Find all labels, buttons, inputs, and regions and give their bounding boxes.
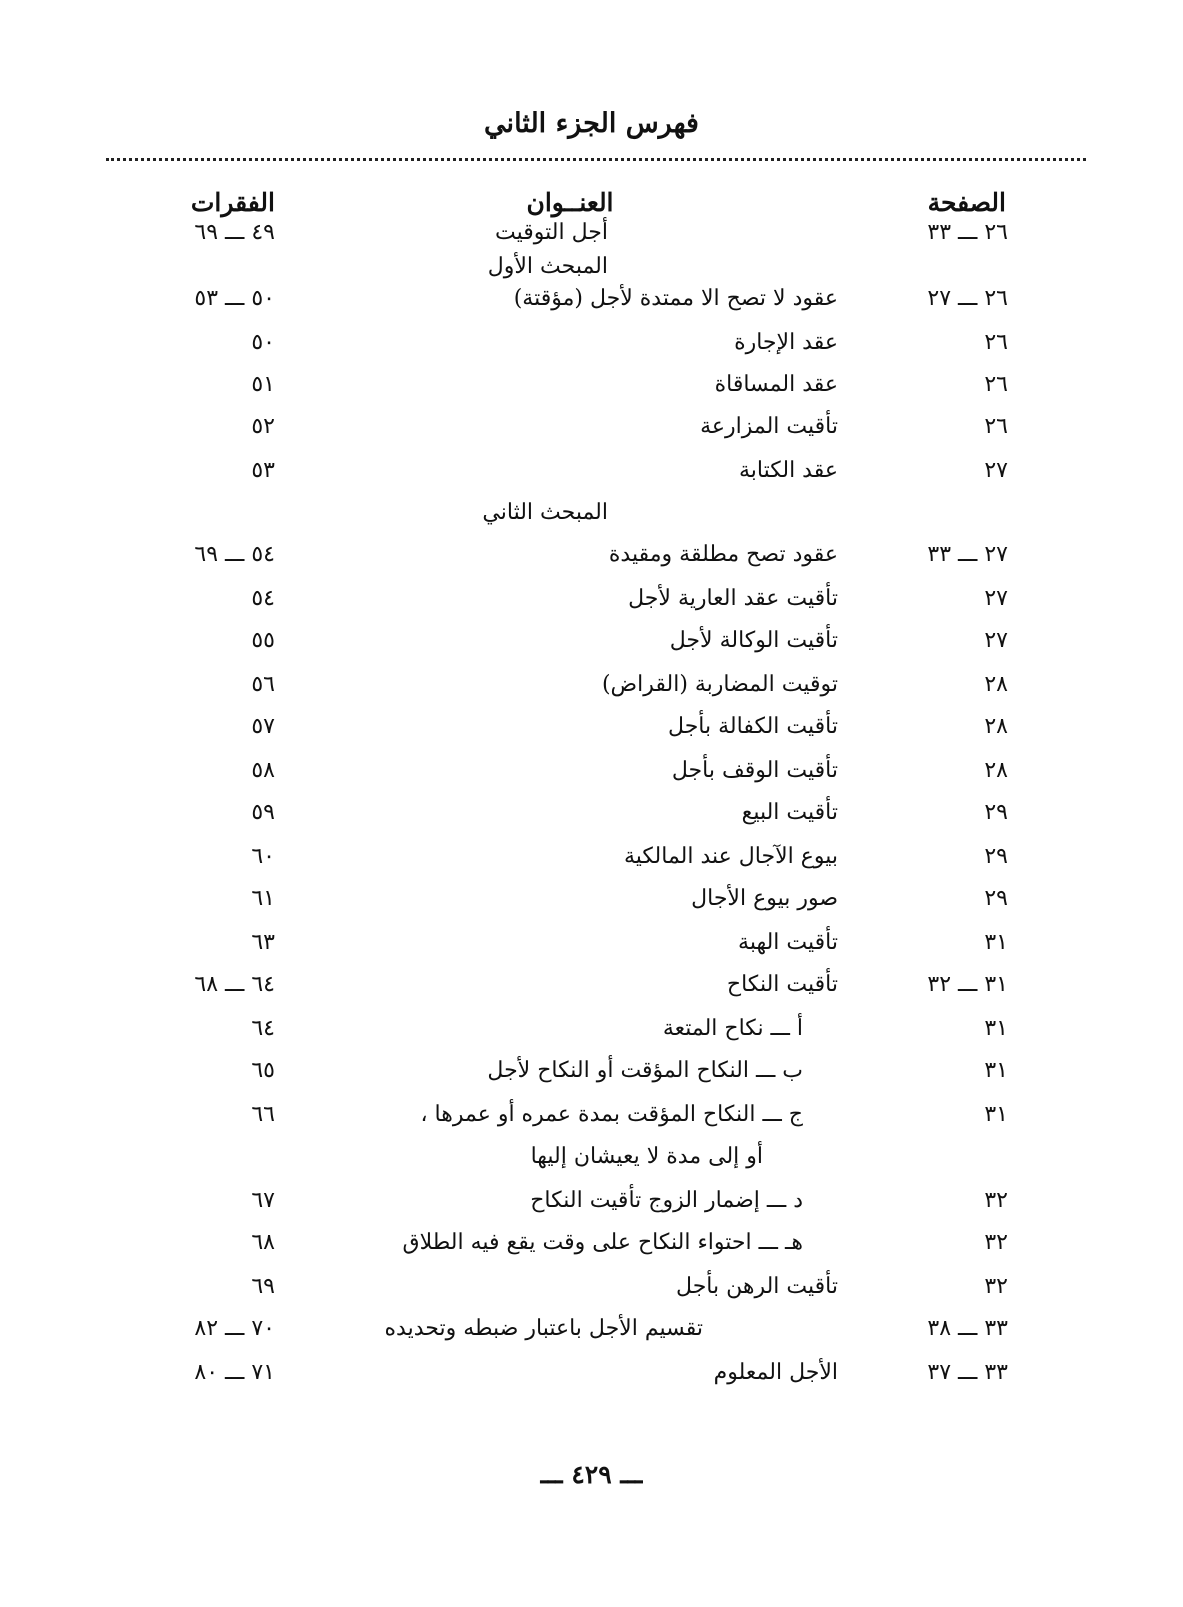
toc-page-range: ٢٩ xyxy=(984,844,1008,869)
toc-row xyxy=(0,1058,1183,1092)
toc-entry-title: أجل التوقيت xyxy=(495,220,608,245)
toc-page-range: ٢٦ xyxy=(984,414,1008,439)
toc-paragraph-range: ٥٣ xyxy=(251,458,275,483)
toc-row xyxy=(0,586,1183,620)
toc-paragraph-range: ٦٣ xyxy=(251,930,275,955)
toc-row xyxy=(0,800,1183,834)
toc-page-range: ٢٩ xyxy=(984,800,1008,825)
toc-page-range: ٢٧ xyxy=(984,628,1008,653)
toc-row xyxy=(0,1274,1183,1308)
toc-page-range: ٣١ xyxy=(984,930,1008,955)
page-number: ـــ ٤٢٩ ـــ xyxy=(540,1460,643,1489)
toc-paragraph-range: ٥٢ xyxy=(251,414,275,439)
toc-row xyxy=(0,542,1183,576)
toc-row xyxy=(0,458,1183,492)
toc-paragraph-range: ٦١ xyxy=(251,886,275,911)
toc-entry-title: تأقيت المزارعة xyxy=(700,414,838,439)
toc-paragraph-range: ٦٠ xyxy=(251,844,275,869)
toc-page-range: ٣١ xyxy=(984,1016,1008,1041)
toc-paragraph-range: ٥٨ xyxy=(251,758,275,783)
toc-page-range: ٣٢ xyxy=(984,1188,1008,1213)
toc-paragraph-range: ٥٤ xyxy=(251,586,275,611)
toc-paragraph-range: ٥٧ xyxy=(251,714,275,739)
toc-page-range: ٢٧ xyxy=(984,458,1008,483)
toc-paragraph-range: ٥٦ xyxy=(251,672,275,697)
toc-page-range: ٣٢ xyxy=(984,1230,1008,1255)
toc-paragraph-range: ٦٥ xyxy=(251,1058,275,1083)
toc-entry-title: ب ـــ النكاح المؤقت أو النكاح لأجل xyxy=(487,1058,803,1083)
toc-row xyxy=(0,672,1183,706)
toc-paragraph-range: ٦٧ xyxy=(251,1188,275,1213)
toc-row xyxy=(0,844,1183,878)
toc-paragraph-range: ٦٦ xyxy=(251,1102,275,1127)
toc-row xyxy=(0,886,1183,920)
toc-row xyxy=(0,972,1183,1006)
column-header-paragraphs: الفقرات xyxy=(190,188,275,217)
toc-row xyxy=(0,1188,1183,1222)
toc-page-range: ٢٨ xyxy=(984,758,1008,783)
toc-entry-title: عقد الإجارة xyxy=(734,330,838,355)
toc-entry-title: توقيت المضاربة (القراض) xyxy=(601,672,838,697)
toc-entry-title: عقود تصح مطلقة ومقيدة xyxy=(608,542,838,567)
toc-page-range: ٢٩ xyxy=(984,886,1008,911)
toc-row xyxy=(0,714,1183,748)
toc-entry-title: عقد المساقاة xyxy=(714,372,838,397)
toc-entry-title: عقود لا تصح الا ممتدة لأجل (مؤقتة) xyxy=(513,286,838,311)
toc-row xyxy=(0,1360,1183,1394)
toc-entry-title-continuation: أو إلى مدة لا يعيشان إليها xyxy=(530,1144,763,1169)
toc-entry-title: تأقيت الكفالة بأجل xyxy=(668,714,838,739)
toc-row xyxy=(0,500,1183,534)
toc-section-heading: المبحث الثاني xyxy=(482,500,608,525)
toc-paragraph-range: ٥٠ xyxy=(251,330,275,355)
toc-paragraph-range: ٥٥ xyxy=(251,628,275,653)
toc-page-range: ٢٧ xyxy=(984,586,1008,611)
toc-entry-title: تأقيت الوكالة لأجل xyxy=(669,628,838,653)
toc-entry-title: ج ـــ النكاح المؤقت بمدة عمره أو عمرها ، xyxy=(420,1102,803,1127)
toc-entry-title: تقسيم الأجل باعتبار ضبطه وتحديده xyxy=(384,1316,703,1341)
toc-row xyxy=(0,286,1183,320)
toc-paragraph-range: ٥٠ ـــ ٥٣ xyxy=(194,286,275,311)
dotted-divider xyxy=(106,158,1086,161)
toc-entry-title: أ ـــ نكاح المتعة xyxy=(662,1016,803,1041)
column-header-page: الصفحة xyxy=(927,188,1006,217)
toc-entry-title: تأقيت البيع xyxy=(741,800,838,825)
toc-page-range: ٣١ xyxy=(984,1102,1008,1127)
toc-page-range: ٢٦ xyxy=(984,372,1008,397)
toc-paragraph-range: ٦٩ xyxy=(251,1274,275,1299)
toc-paragraph-range: ٧١ ـــ ٨٠ xyxy=(194,1360,275,1385)
toc-page-range: ٣٣ ـــ ٣٨ xyxy=(927,1316,1008,1341)
toc-paragraph-range: ٤٩ ـــ ٦٩ xyxy=(194,220,275,245)
toc-row xyxy=(0,1144,1183,1178)
toc-row xyxy=(0,758,1183,792)
toc-row xyxy=(0,254,1183,288)
toc-row xyxy=(0,930,1183,964)
toc-entry-title: عقد الكتابة xyxy=(738,458,838,483)
toc-entry-title: صور بيوع الأجال xyxy=(691,886,838,911)
toc-paragraph-range: ٥٩ xyxy=(251,800,275,825)
toc-entry-title: تأقيت الهبة xyxy=(738,930,838,955)
toc-paragraph-range: ٦٤ xyxy=(251,1016,275,1041)
toc-row xyxy=(0,330,1183,364)
toc-page-range: ٣٢ xyxy=(984,1274,1008,1299)
toc-entry-title: تأقيت عقد العارية لأجل xyxy=(628,586,838,611)
toc-section-heading: المبحث الأول xyxy=(487,254,608,279)
toc-page-range: ٢٧ ـــ ٣٣ xyxy=(927,542,1008,567)
toc-entry-title: الأجل المعلوم xyxy=(713,1360,838,1385)
toc-paragraph-range: ٧٠ ـــ ٨٢ xyxy=(194,1316,275,1341)
toc-entry-title: د ـــ إضمار الزوج تأقيت النكاح xyxy=(530,1188,803,1213)
toc-row xyxy=(0,372,1183,406)
toc-page-range: ٢٨ xyxy=(984,672,1008,697)
toc-row xyxy=(0,1016,1183,1050)
toc-page-range: ٣١ xyxy=(984,1058,1008,1083)
toc-entry-title: تأقيت الوقف بأجل xyxy=(671,758,838,783)
toc-entry-title: بيوع الآجال عند المالكية xyxy=(623,844,838,869)
toc-row xyxy=(0,1230,1183,1264)
page-title: فهرس الجزء الثاني xyxy=(484,108,699,139)
toc-paragraph-range: ٥٤ ـــ ٦٩ xyxy=(194,542,275,567)
toc-entry-title: هـ ـــ احتواء النكاح على وقت يقع فيه الطلاق xyxy=(402,1230,803,1255)
toc-row xyxy=(0,220,1183,254)
column-header-title: العنــوان xyxy=(526,188,614,217)
toc-row xyxy=(0,1316,1183,1350)
toc-page-range: ٣٣ ـــ ٣٧ xyxy=(927,1360,1008,1385)
toc-page-range: ٢٦ ـــ ٣٣ xyxy=(927,220,1008,245)
toc-entry-title: تأقيت الرهن بأجل xyxy=(676,1274,838,1299)
toc-page-range: ٢٨ xyxy=(984,714,1008,739)
toc-page-range: ٣١ ـــ ٣٢ xyxy=(927,972,1008,997)
toc-page-range: ٢٦ xyxy=(984,330,1008,355)
toc-entry-title: تأقيت النكاح xyxy=(726,972,838,997)
toc-row xyxy=(0,1102,1183,1136)
toc-row xyxy=(0,628,1183,662)
toc-paragraph-range: ٦٨ xyxy=(251,1230,275,1255)
toc-paragraph-range: ٥١ xyxy=(251,372,275,397)
toc-row xyxy=(0,414,1183,448)
toc-page-range: ٢٦ ـــ ٢٧ xyxy=(927,286,1008,311)
toc-paragraph-range: ٦٤ ـــ ٦٨ xyxy=(194,972,275,997)
